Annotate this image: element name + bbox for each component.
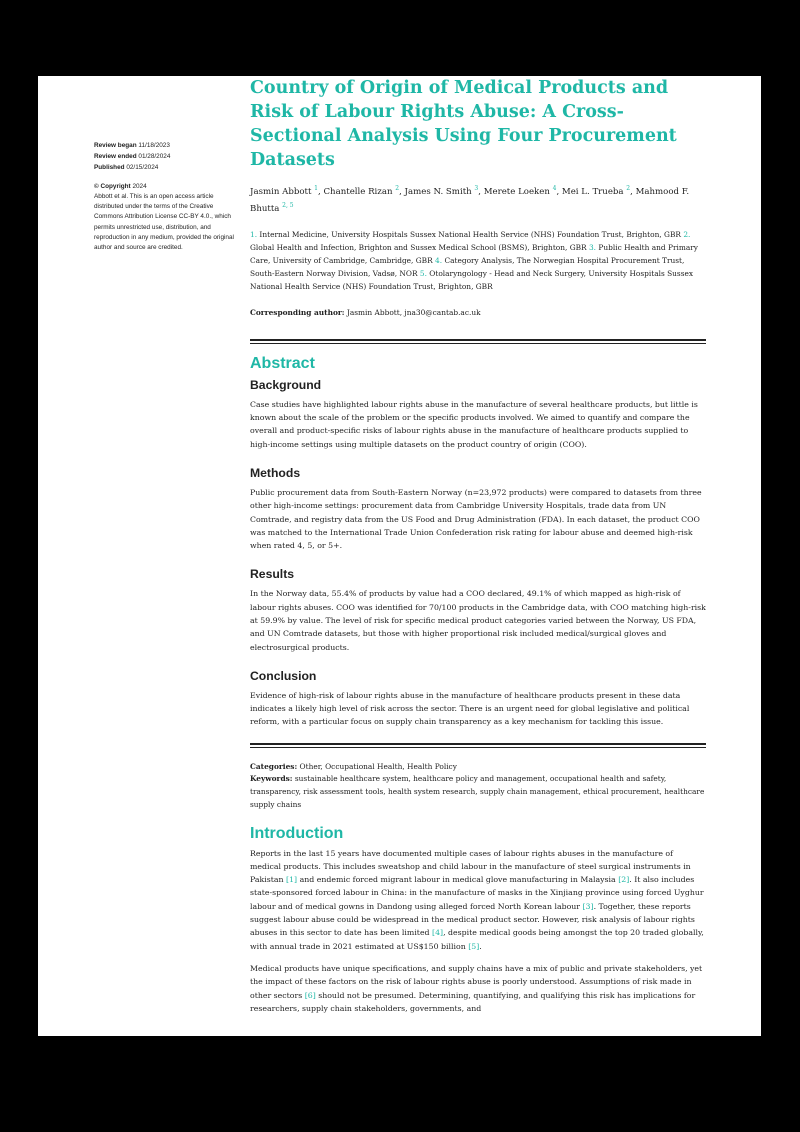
citation-link[interactable]: [3] [582, 901, 594, 911]
citation-link[interactable]: [6] [304, 990, 316, 1000]
affiliations: 1. Internal Medicine, University Hospitals Sussex National Health Service (NHS) Foundation Trust, Brighton, GBR 2. Global Health and Infection, Brighton and Sussex Medical School (BSMS), Brighton, GBR 3. Public Health and Primary Care, University of Cambridge, Cambridge, GBR 4. Category Analysis, The Norwegian Hospital Procurement Trust, South-Eastern Norway Division, Vadsø, NOR 5. Otolaryngology - Head and Neck Surgery, University Hospitals Sussex National Health Service (NHS) Foundation Trust, Brighton, GBR [250, 229, 698, 291]
license-text: Abbott et al. This is an open access article distributed under the terms of the Creative Commons Attribution License CC-BY 4.0., which permits unrestricted use, distribution, and reproduction in any medium, provided the original author and source are credited. [94, 193, 234, 252]
categories-line: Categories: Other, Occupational Health, Health Policy [250, 761, 457, 771]
citation-link[interactable]: [4] [432, 928, 444, 938]
copyright-line: © Copyright 2024 [94, 183, 147, 190]
keywords-line: Keywords: sustainable healthcare system, healthcare policy and management, occupational health and safety, transparency, risk assessment tools, health system research, supply chain management, ethical procurement, healthcare supply chains [250, 774, 705, 809]
author[interactable]: Merete Loeken $^4$ [483, 185, 557, 197]
affiliation: Category Analysis, The Norwegian Hospital Procurement Trust, South-Eastern Norway Division, Vadsø, NOR [250, 255, 685, 278]
author[interactable]: Chantelle Rizan $^2$ [323, 185, 400, 197]
published-line: Published 02/15/2024 [94, 164, 159, 171]
introduction-paragraph-1: Reports in the last 15 years have documented multiple cases of labour rights abuses in the manufacture of medical products. This includes sweatshop and child labour in the manufacture of steel surgical instruments in Pakistan [1] and endemic forced migrant labour in medical glove manufacturing in Malaysia [2]. It also includes state-sponsored forced labour in China: in the manufacture of masks in the Xinjiang province using forced Uyghur labour and of medical gowns in Dandong using alleged forced North Korean labour [3]. Together, these reports suggest labour abuse could be widespread in the medical product sector. However, risk analysis of labour rights abuses in this sector to date has been limited [4], despite medical goods being amongst the top 20 traded globally, with annual trade in 2021 estimated at US$150 billion [5]. [250, 848, 704, 951]
citation-link[interactable]: [2] [618, 875, 630, 885]
author[interactable]: Mahmood F. Bhutta $^{2, 5}$ [250, 186, 690, 214]
corresponding-author: Corresponding author: Jasmin Abbott, jna30@cantab.ac.uk [250, 307, 481, 317]
results-text: In the Norway data, 55.4% of products by value had a COO declared, 49.1% of which mapped as high-risk of labour rights abuses. COO was identified for 70/100 products in the Cambridge data, with COO matching high-risk at 59.9% by value. The level of risk for specific medical product categories varied between the Norway, US FDA, and UN Comtrade datasets, but those with higher proportional risk included medical/surgical gloves and electrosurgical products. [250, 589, 706, 652]
results-heading: Results [250, 567, 295, 582]
introduction-paragraph-2: Medical products have unique specifications, and supply chains have a mix of public and private stakeholders, yet the impact of these factors on the risk of labour rights abuse is poorly understood. Assumptions of risk made in other sectors [6] should not be presumed. Determining, quantifying, and qualifying this risk has implications for researchers, supply chain stakeholders, governments, and [250, 963, 703, 1013]
affiliation: Otolaryngology - Head and Neck Surgery, University Hospitals Sussex National Health Service (NHS) Foundation Trust, Brighton, GBR [250, 268, 694, 291]
author[interactable]: Jasmin Abbott $^1$ [250, 185, 318, 197]
conclusion-text: Evidence of high-risk of labour rights abuse in the manufacture of healthcare products present in these data indicates a likely high level of risk across the sector. There is an urgent need for global legislative and political reform, with a particular focus on supply chain transparency as a key mechanism for tackling this issue. [250, 690, 690, 727]
review-ended-line: Review ended 01/28/2024 [94, 153, 171, 160]
author[interactable]: Mei L. Trueba $^2$ [561, 185, 631, 197]
article-title: Country of Origin of Medical Products and Risk of Labour Rights Abuse: A Cross-Sectional Analysis Using Four Procurement Datasets [250, 78, 677, 170]
background-heading: Background [250, 377, 322, 392]
document-page [38, 76, 761, 1036]
corresponding-email[interactable]: Jasmin Abbott, jna30@cantab.ac.uk [346, 307, 481, 317]
review-began-line: Review began 11/18/2023 [94, 142, 170, 149]
affiliation: Internal Medicine, University Hospitals Sussex National Health Service (NHS) Foundation Trust, Brighton, GBR [259, 229, 681, 239]
divider [250, 743, 706, 748]
article-body [250, 76, 706, 1015]
affiliation: Global Health and Infection, Brighton and Sussex Medical School (BSMS), Brighton, GBR [250, 242, 587, 252]
methods-text: Public procurement data from South-Eastern Norway (n=23,972 products) were compared to datasets from three other high-income settings: procurement data from Cambridge University Hospitals, trade data from UN Comtrade, and registry data from the US Food and Drug Administration (FDA). In each dataset, the product COO was matched to the International Trade Union Confederation risk rating for labour abuse and deemed high-risk when rated 4, 5, or 5+. [250, 487, 702, 551]
author-list: Jasmin Abbott $^1$, Chantelle Rizan $^2$, James N. Smith $^3$, Merete Loeken $^4$, Mei L. Trueba $^2$, Mahmood F. Bhutta $^{2, 5}$ [250, 185, 690, 214]
article-info-sidebar [94, 140, 234, 253]
background-text: Case studies have highlighted labour rights abuse in the manufacture of several healthcare products, but little is known about the scale of the problem or the specific products involved. We aimed to quantify and compare the overall and product-specific risks of labour rights abuse in the manufacture of healthcare products supplied to high-income settings using multiple datasets on the product country of origin (COO). [250, 399, 698, 449]
affiliation: Public Health and Primary Care, University of Cambridge, Cambridge, GBR [250, 242, 698, 265]
conclusion-heading: Conclusion [250, 668, 317, 683]
methods-heading: Methods [250, 465, 301, 480]
abstract-heading: Abstract [250, 354, 315, 372]
citation-link[interactable]: [5] [468, 941, 480, 951]
author[interactable]: James N. Smith $^3$ [404, 185, 479, 197]
citation-link[interactable]: [1] [286, 875, 298, 885]
divider [250, 339, 706, 344]
introduction-heading: Introduction [250, 824, 344, 842]
